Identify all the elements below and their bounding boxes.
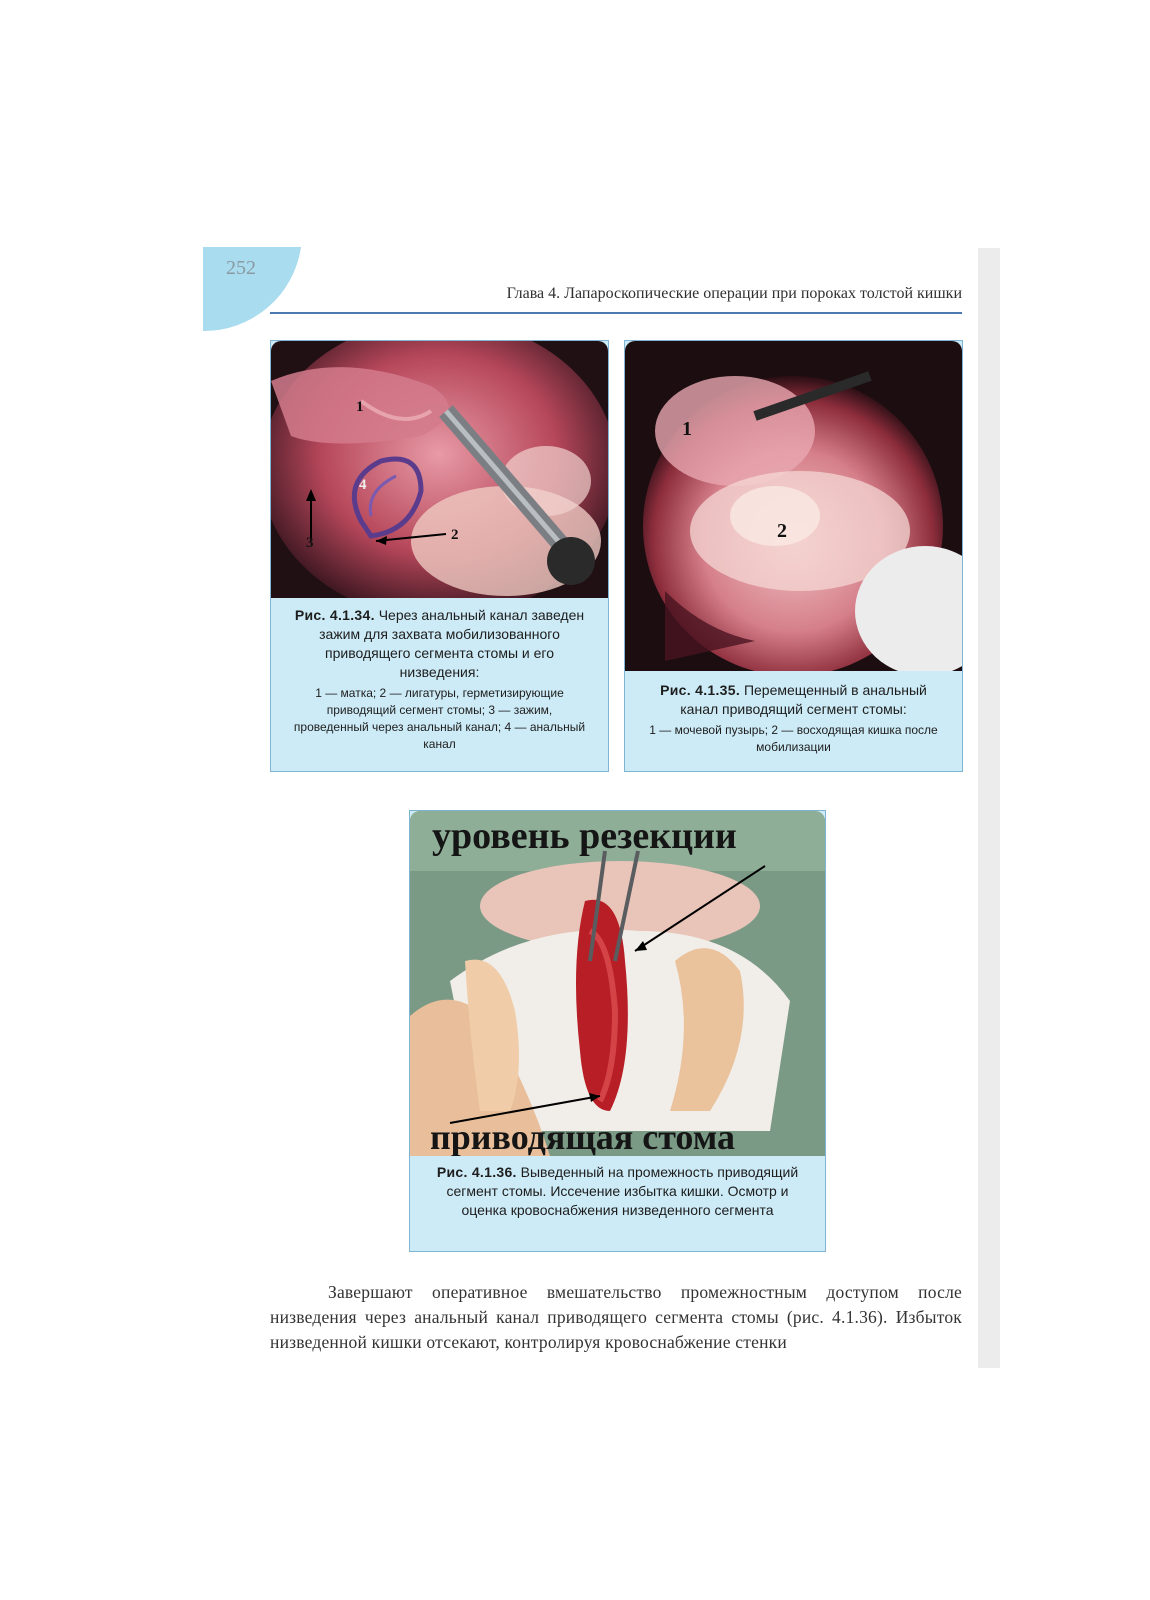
- figure-caption: [271, 606, 608, 753]
- body-paragraph: Завершают оперативное вмешательство промежностным доступом после низведения через анальный канал приводящего сегмента стомы (рис. 4.1.36). Избыток низведенной кишки отсекают, контролируя кровоснабжение стенки: [270, 1282, 962, 1352]
- header-rule: [270, 312, 962, 314]
- figure-legend: 1 — мочевой пузырь; 2 — восходящая кишка после мобилизации: [649, 723, 938, 754]
- figure-4-1-35: [624, 340, 963, 772]
- overlay-bottom: приводящая стома: [430, 1117, 735, 1156]
- figure-text: Через анальный канал заведен зажим для захвата мобилизованного приводящего сегмента стомы и его низведения:: [319, 607, 585, 680]
- surgical-photo: [410, 811, 825, 1156]
- scan-edge: [978, 248, 1000, 1368]
- marker-2: 2: [451, 527, 459, 543]
- figure-legend: 1 — матка; 2 — лигатуры, герметизирующие приводящий сегмент стомы; 3 — зажим, проведенный через анальный канал; 4 — анальный канал: [293, 686, 586, 751]
- overlay-top: уровень резекции: [432, 815, 737, 857]
- figure-4-1-36: [409, 810, 826, 1252]
- figure-caption: [625, 681, 962, 756]
- laparoscopic-photo: [625, 341, 962, 671]
- figure-label: Рис. 4.1.35.: [660, 682, 741, 698]
- marker-4: 4: [359, 477, 367, 493]
- figure-text: Перемещенный в анальный канал приводящий сегмент стомы:: [680, 682, 927, 717]
- marker-3: 3: [306, 535, 314, 551]
- figure-4-1-34: [270, 340, 609, 772]
- figure-label: Рис. 4.1.36.: [436, 1164, 517, 1180]
- running-head: Глава 4. Лапароскопические операции при пороках толстой кишки: [506, 285, 962, 302]
- figure-text: Выведенный на промежность приводящий сегмент стомы. Иссечение избытка кишки. Осмотр и оценка кровоснабжения низведенного сегмента: [446, 1164, 799, 1218]
- figure-caption: [410, 1163, 825, 1220]
- page-number: 252: [226, 257, 256, 279]
- marker-1: 1: [356, 399, 364, 415]
- marker-2: 2: [777, 520, 787, 542]
- laparoscopic-photo: [271, 341, 608, 598]
- marker-1: 1: [682, 418, 692, 440]
- figure-label: Рис. 4.1.34.: [294, 607, 375, 623]
